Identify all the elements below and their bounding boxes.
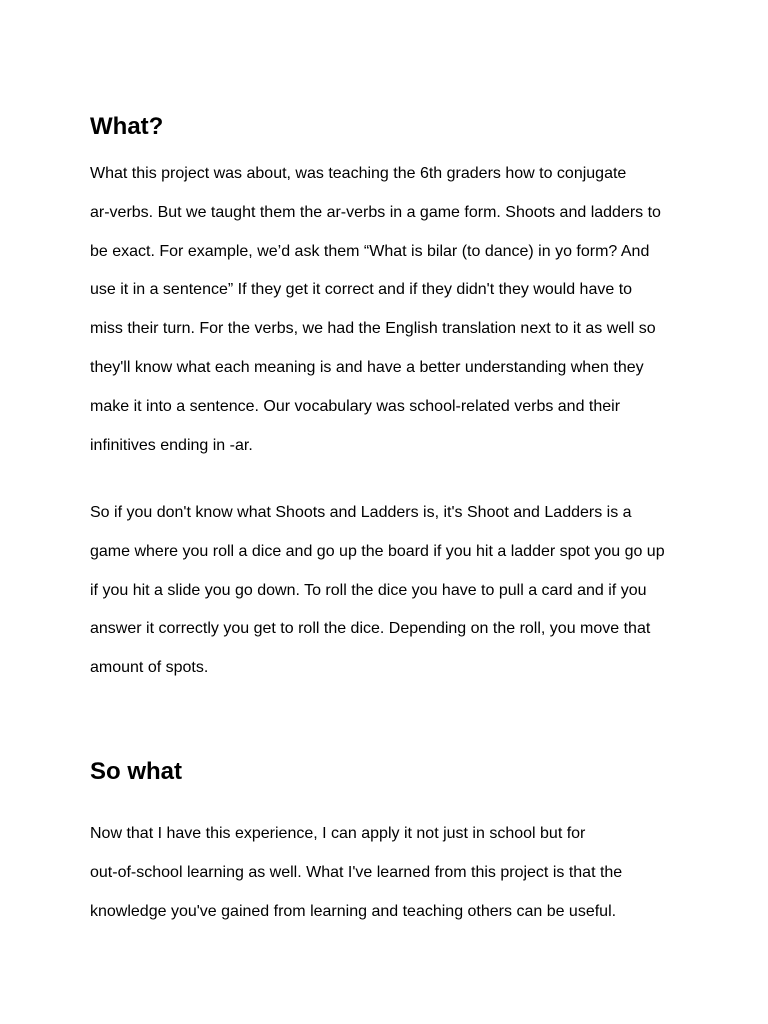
text-line: ar-verbs. But we taught them the ar-verbs in a game form. Shoots and ladders to bbox=[90, 203, 661, 221]
text-line: knowledge you've gained from learning and teaching others can be useful. bbox=[90, 902, 617, 920]
paragraph-game-explanation bbox=[90, 494, 690, 688]
section-heading-so-what: So what bbox=[90, 758, 183, 785]
paragraph-reflection bbox=[90, 815, 690, 931]
text-line: amount of spots. bbox=[90, 659, 209, 677]
text-line: out-of-school learning as well. What I've learned from this project is that the bbox=[90, 863, 623, 881]
text-line: they'll know what each meaning is and have a better understanding when they bbox=[90, 358, 644, 376]
text-line: answer it correctly you get to roll the dice. Depending on the roll, you move that bbox=[90, 620, 651, 638]
text-line: So if you don't know what Shoots and Ladders is, it's Shoot and Ladders is a bbox=[90, 504, 632, 521]
text-line: if you hit a slide you go down. To roll the dice you have to pull a card and if you bbox=[90, 581, 647, 599]
text-line: Now that I have this experience, I can apply it not just in school but for bbox=[90, 825, 586, 842]
text-line: be exact. For example, we’d ask them “What is bilar (to dance) in yo form? And bbox=[90, 242, 650, 260]
section-heading-what: What? bbox=[90, 113, 164, 140]
text-line: What this project was about, was teaching the 6th graders how to conjugate bbox=[90, 165, 627, 182]
text-line: game where you roll a dice and go up the board if you hit a ladder spot you go up bbox=[90, 542, 665, 560]
text-line: use it in a sentence” If they get it correct and if they didn't they would have to bbox=[90, 281, 633, 299]
text-line: infinitives ending in -ar. bbox=[90, 436, 253, 454]
text-line: make it into a sentence. Our vocabulary was school-related verbs and their bbox=[90, 397, 621, 415]
paragraph-project-description bbox=[90, 155, 690, 465]
text-line: miss their turn. For the verbs, we had the English translation next to it as well so bbox=[90, 320, 656, 338]
